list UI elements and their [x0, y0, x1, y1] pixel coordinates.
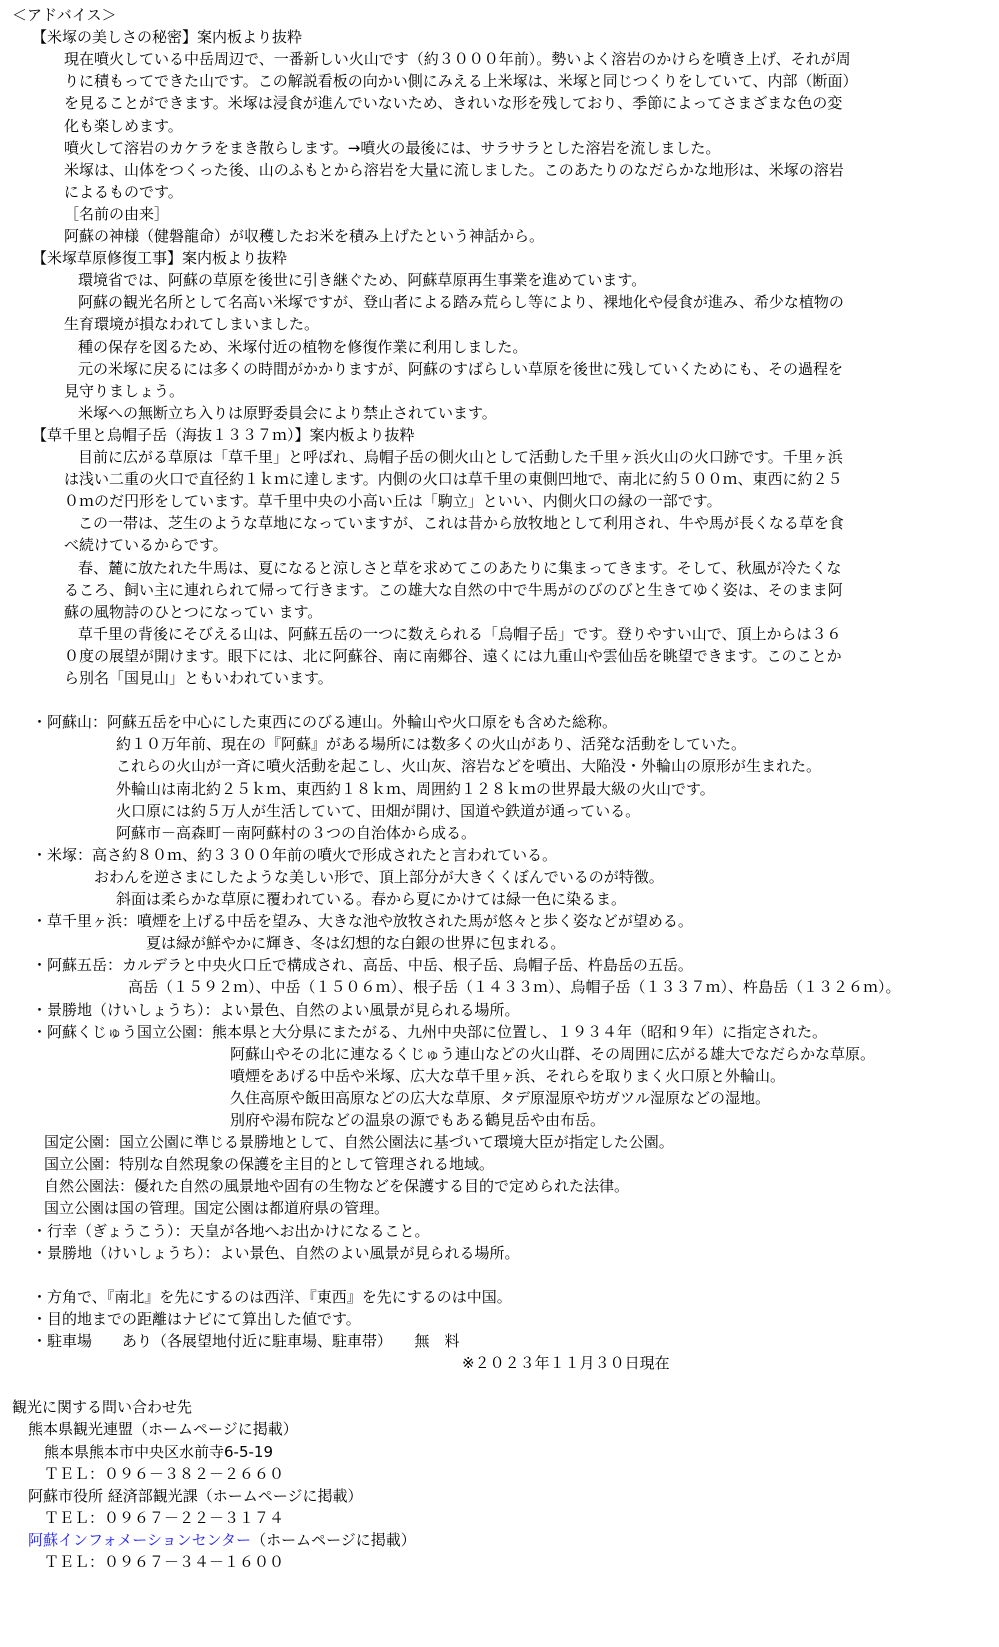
- text-line: [64, 380, 184, 402]
- line-text: 阿蘇山やその北に連なるくじゅう連山などの火山群、その周囲に広がる雄大でなだらかな草原。: [230, 1044, 876, 1063]
- line-text: るころ、飼い主に連れられて帰って行きます。この雄大な自然の中で牛馬がのびのびと生きてゆく姿は、そのまま阿: [64, 580, 843, 599]
- line-text: 熊本県熊本市中央区水前寺6-5-19: [44, 1442, 274, 1461]
- text-line: [64, 137, 720, 159]
- line-text: 高岳（１５９２ｍ）、中岳（１５０６ｍ）、根子岳（１４３３ｍ）、烏帽子岳（１３３７ｍ）、杵島岳（１３２６ｍ）。: [128, 978, 901, 997]
- text-line: [44, 1441, 273, 1463]
- line-text: 元の米塚に戻るには多くの時間がかかりますが、阿蘇のすばらしい草原を後世に残していくためにも、その過程を: [78, 359, 844, 378]
- line-text: 外輪山は南北約２５ｋｍ、東西約１８ｋｍ、周囲約１２８ｋｍの世界最大級の火山です。: [116, 779, 715, 798]
- text-line: [116, 888, 626, 910]
- line-text: 現在噴火している中岳周辺で、一番新しい火山です（約３０００年前）。勢いよく溶岩のかけらを噴き上げ、それが周: [64, 50, 851, 69]
- line-text: この一帯は、芝生のような草地になっていますが、これは昔から放牧地として利用され、牛や馬が長くなる草を食: [78, 514, 844, 533]
- text-line: [230, 1109, 605, 1131]
- text-line: [32, 1242, 520, 1264]
- line-text: 米塚への無断立ち入りは原野委員会により禁止されています。: [78, 403, 497, 422]
- text-line: [64, 203, 169, 225]
- line-text: 火口原には約５万人が生活していて、田畑が開け、国道や鉄道が通っている。: [116, 801, 641, 820]
- line-text: ＜アドバイス＞: [12, 6, 117, 24]
- line-text: 久住高原や飯田高原などの広大な草原、タデ原湿原や坊ガツル湿原などの湿地。: [230, 1088, 771, 1107]
- text-line: [78, 446, 843, 468]
- line-text: ・米塚：高さ約８０ｍ、約３３００年前の噴火で形成されたと言われている。: [32, 845, 558, 864]
- text-line: [64, 534, 228, 556]
- text-line: [44, 1197, 389, 1219]
- line-text: 生育環境が損なわれてしまいました。: [64, 315, 320, 334]
- line-text: を見ることができます。米塚は浸食が進んでいないため、きれいな形を残しており、季節によってさまざまな色の変: [64, 94, 843, 113]
- text-line: [78, 623, 842, 645]
- line-text: りに積もってできた山です。この解説看板の向かい側にみえる上米塚は、米塚と同じつくりをしていて、内部（断面）: [64, 72, 858, 91]
- text-line: [12, 4, 117, 26]
- text-line: [64, 490, 722, 512]
- text-line: [32, 1308, 361, 1330]
- text-line: [462, 1352, 670, 1374]
- text-line: [64, 70, 858, 92]
- line-text: 種の保存を図るため、米塚付近の植物を修復作業に利用しました。: [78, 337, 528, 356]
- text-line: [12, 1396, 192, 1418]
- line-text: 阿蘇の観光名所として名高い米塚ですが、登山者による踏み荒らし等により、裸地化や侵食が進み、希少な植物の: [78, 293, 844, 312]
- text-line: [28, 1485, 362, 1507]
- text-line: [32, 1220, 430, 1242]
- line-text: べ続けているからです。: [64, 536, 228, 555]
- text-line: [64, 92, 842, 114]
- line-text: 噴火して溶岩のカケラをまき散らします。→噴火の最後には、サラサラとした溶岩を流しました。: [64, 138, 721, 157]
- text-line: [78, 557, 842, 579]
- line-text: 阿蘇市役所 経済部観光課（ホームページに掲載）: [28, 1486, 363, 1505]
- line-text: おわんを逆さまにしたような美しい形で、頂上部分が大きくくぼんでいるのが特徴。: [94, 867, 664, 886]
- text-line: [32, 910, 693, 932]
- text-line: [32, 999, 520, 1021]
- text-line: [44, 1551, 284, 1573]
- text-line: [116, 755, 821, 777]
- line-text: 【米塚草原修復工事】案内板より抜粋: [32, 249, 288, 268]
- line-text: 熊本県観光連盟（ホームページに掲載）: [28, 1420, 298, 1439]
- line-text: 観光に関する問い合わせ先: [12, 1398, 193, 1417]
- line-text: ・阿蘇くじゅう国立公園：熊本県と大分県にまたがる、九州中央部に位置し、１９３４年（昭和９年）に指定された。: [32, 1022, 828, 1041]
- text-line: [32, 1286, 512, 1308]
- line-text: ０ｍのだ円形をしています。草千里中央の小高い丘は「駒立」といい、内側火口の縁の一部です。: [64, 492, 722, 511]
- line-text: ・方角で、『南北』を先にするのは西洋、『東西』を先にするのは中国。: [32, 1287, 512, 1306]
- line-text: ・草千里ヶ浜：噴煙を上げる中岳を望み、大きな池や放牧された馬が悠々と歩く姿などが望める。: [32, 912, 693, 931]
- text-line: [28, 1418, 298, 1440]
- line-text: ら別名「国見山」ともいわれています。: [64, 669, 333, 687]
- text-line: [44, 1131, 674, 1153]
- line-text: は浅い二重の火口で直径約１ｋｍに達します。内側の火口は草千里の東側凹地で、南北に約５００ｍ、東西に約２５: [64, 470, 843, 489]
- line-text: ・行幸（ぎょうこう）：天皇が各地へお出かけになること。: [32, 1221, 430, 1240]
- line-text: ・景勝地（けいしょうち）：よい景色、自然のよい風景が見られる場所。: [32, 1000, 520, 1019]
- text-line: [32, 954, 693, 976]
- line-text: ＴＥＬ：０９６－３８２－２６６０: [44, 1464, 285, 1483]
- text-line: [230, 1065, 785, 1087]
- text-line: [44, 1463, 284, 1485]
- line-text: 環境省では、阿蘇の草原を後世に引き継ぐため、阿蘇草原再生事業を進めています。: [78, 271, 647, 290]
- text-line: [64, 48, 851, 70]
- line-text: 噴煙をあげる中岳や米塚、広大な草千里ヶ浜、それらを取りまく火口原と外輪山。: [230, 1066, 786, 1085]
- line-text: 阿蘇市－高森町－南阿蘇村の３つの自治体から成る。: [116, 823, 477, 842]
- line-text: ＴＥＬ：０９６７－３４－１６００: [44, 1553, 285, 1571]
- text-line: [64, 313, 319, 335]
- text-line: [64, 159, 844, 181]
- text-line: [78, 402, 497, 424]
- line-text: これらの火山が一斉に噴火活動を起こし、火山灰、溶岩などを噴出、大陥没・外輪山の原形が生まれた。: [116, 757, 822, 776]
- text-line: [32, 844, 557, 866]
- text-line: [32, 1021, 827, 1043]
- text-line: [32, 1330, 460, 1352]
- line-text: 【草千里と烏帽子岳（海抜１３３７ｍ）】案内板より抜粋: [32, 425, 415, 444]
- line-text: ・阿蘇五岳：カルデラと中央火口丘で構成され、高岳、中岳、根子岳、烏帽子岳、杵島岳の五岳。: [32, 956, 693, 975]
- text-line: [32, 424, 415, 446]
- text-line: [64, 579, 843, 601]
- line-text: ０度の展望が開けます。眼下には、北に阿蘇谷、南に南郷谷、遠くには九重山や雲仙岳を眺望できます。このことか: [64, 646, 842, 665]
- line-text: 夏は緑が鮮やかに輝き、冬は幻想的な白銀の世界に包まれる。: [146, 934, 566, 953]
- line-text: 国立公園は国の管理。国定公園は都道府県の管理。: [44, 1199, 390, 1218]
- line-text: 別府や湯布院などの温泉の源でもある鶴見岳や由布岳。: [230, 1111, 606, 1129]
- line-text: 自然公園法：優れた自然の風景地や固有の生物などを保護する目的で定められた法律。: [44, 1177, 630, 1196]
- line-text: 斜面は柔らかな草原に覆われている。春から夏にかけては緑一色に染るま。: [116, 890, 627, 908]
- text-line: [44, 1153, 494, 1175]
- text-line: [116, 778, 715, 800]
- text-line: [32, 711, 617, 733]
- line-text: 【米塚の美しさの秘密】案内板より抜粋: [32, 28, 303, 47]
- line-text: ・目的地までの距離はナビにて算出した値です。: [32, 1309, 361, 1328]
- line-text: ・景勝地（けいしょうち）：よい景色、自然のよい風景が見られる場所。: [32, 1243, 520, 1262]
- line-text: ※２０２３年１１月３０日現在: [462, 1354, 670, 1373]
- line-text: ＴＥＬ：０９６７－２２－３１７４: [44, 1508, 285, 1527]
- text-line: [230, 1087, 770, 1109]
- text-line: [116, 733, 746, 755]
- text-line: [64, 667, 333, 689]
- text-line: [94, 866, 664, 888]
- line-text: 見守りましょう。: [64, 381, 185, 400]
- line-text: 国定公園：国立公園に準じる景勝地として、自然公園法に基づいて環境大臣が指定した公園。: [44, 1133, 674, 1152]
- text-line: [32, 26, 302, 48]
- text-line: [116, 800, 640, 822]
- line-text: 国立公園：特別な自然現象の保護を主目的として管理される地域。: [44, 1155, 495, 1174]
- text-line: [64, 468, 843, 490]
- text-line: [32, 247, 287, 269]
- line-text: 草千里の背後にそびえる山は、阿蘇五岳の一つに数えられる「烏帽子岳」です。登りやすい山で、頂上からは３６: [78, 624, 842, 643]
- link-suffix: （ホームページに掲載）: [251, 1530, 416, 1549]
- text-line: [78, 512, 844, 534]
- line-text: ［名前の由来］: [64, 204, 170, 223]
- text-line: [78, 358, 843, 380]
- text-line: [128, 976, 901, 998]
- text-line: [78, 269, 646, 291]
- aso-information-center-link[interactable]: 阿蘇インフォメーションセンター: [28, 1530, 252, 1549]
- text-line: [116, 822, 476, 844]
- text-line: [64, 601, 322, 623]
- line-text: 化も楽しめます。: [64, 116, 183, 135]
- line-text: 蘇の風物詩のひとつになってい ます。: [64, 602, 323, 621]
- text-line: [78, 291, 844, 313]
- line-text: 春、麓に放たれた牛馬は、夏になると涼しさと草を求めてこのあたりに集まってきます。そして、秋風が冷たくな: [78, 558, 842, 577]
- text-line: [64, 181, 183, 203]
- text-line: [44, 1175, 629, 1197]
- text-line: [44, 1507, 284, 1529]
- line-text: によるものです。: [64, 182, 183, 201]
- contact-link-line: [28, 1529, 416, 1551]
- line-text: 目前に広がる草原は「草千里」と呼ばれ、烏帽子岳の側火山として活動した千里ヶ浜火山の火口跡です。千里ヶ浜: [78, 448, 843, 466]
- text-line: [78, 336, 527, 358]
- text-line: [64, 225, 544, 247]
- text-line: [64, 115, 183, 137]
- line-text: 米塚は、山体をつくった後、山のふもとから溶岩を大量に流しました。このあたりのなだらかな地形は、米塚の溶岩: [64, 160, 844, 179]
- text-line: [230, 1043, 875, 1065]
- text-line: [64, 645, 842, 667]
- line-text: ・阿蘇山：阿蘇五岳を中心にした東西にのびる連山。外輪山や火口原をも含めた総称。: [32, 713, 618, 732]
- line-text: ・駐車場 あり（各展望地付近に駐車場、駐車帯） 無 料: [32, 1332, 460, 1350]
- line-text: 約１０万年前、現在の『阿蘇』がある場所には数多くの火山があり、活発な活動をしていた。: [116, 735, 747, 754]
- text-line: [146, 932, 565, 954]
- line-text: 阿蘇の神様（健磐龍命）が収穫したお米を積み上げたという神話から。: [64, 227, 545, 245]
